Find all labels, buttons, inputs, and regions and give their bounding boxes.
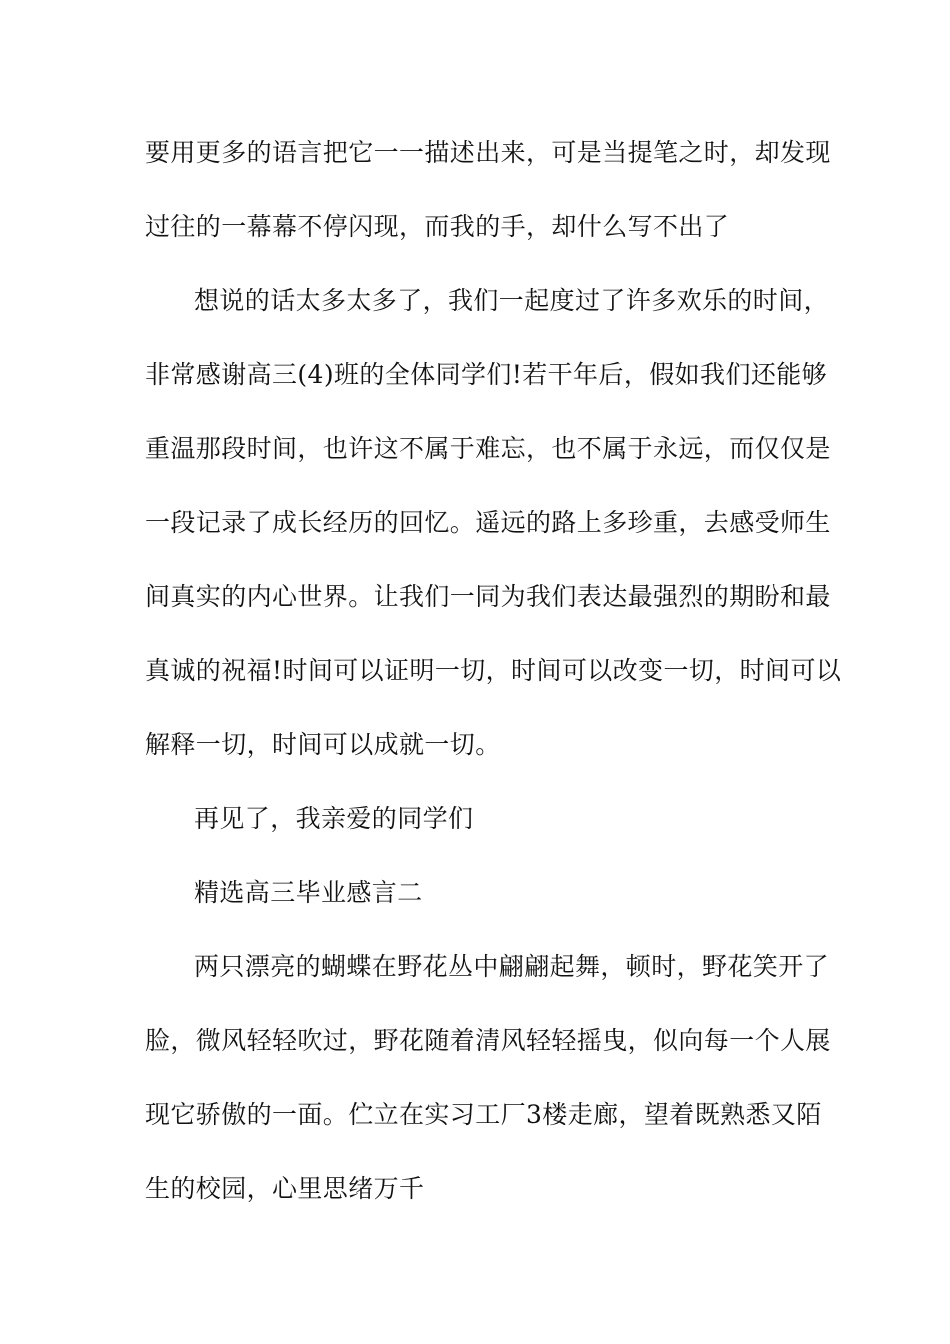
section-heading [145, 868, 825, 942]
paragraph-butterflies [145, 942, 831, 1238]
paragraph-thanks [145, 276, 842, 794]
text-line: 再见了，我亲爱的同学们 [194, 804, 474, 833]
text-line: 生的校园，心里思绪万千 [145, 1174, 425, 1203]
text-line: 一段记录了成长经历的回忆。遥远的路上多珍重，去感受师生 [145, 508, 831, 537]
text-line: 解释一切，时间可以成就一切。 [145, 730, 501, 759]
text-line: 想说的话太多太多了，我们一起度过了许多欢乐的时间， [194, 286, 830, 315]
text-line: 间真实的内心世界。让我们一同为我们表达最强烈的期盼和最 [145, 582, 831, 611]
text-line: 脸，微风轻轻吹过，野花随着清风轻轻摇曳，似向每一个人展 [145, 1026, 831, 1055]
paragraph-continuation [145, 128, 831, 276]
text-line: 现它骄傲的一面。伫立在实习工厂3楼走廊，望着既熟悉又陌 [145, 1100, 822, 1129]
heading-line: 精选高三毕业感言二 [194, 878, 423, 907]
text-line: 两只漂亮的蝴蝶在野花丛中翩翩起舞，顿时，野花笑开了 [194, 952, 830, 981]
text-line: 过往的一幕幕不停闪现，而我的手，却什么写不出了 [145, 212, 730, 241]
text-line: 非常感谢高三(4)班的全体同学们!若干年后，假如我们还能够 [145, 360, 828, 389]
text-line: 真诚的祝福!时间可以证明一切，时间可以改变一切，时间可以 [145, 656, 842, 685]
paragraph-farewell [145, 794, 825, 868]
document-body [145, 128, 842, 1238]
text-line: 重温那段时间，也许这不属于难忘，也不属于永远，而仅仅是 [145, 434, 831, 463]
text-line: 要用更多的语言把它一一描述出来，可是当提笔之时，却发现 [145, 138, 831, 167]
